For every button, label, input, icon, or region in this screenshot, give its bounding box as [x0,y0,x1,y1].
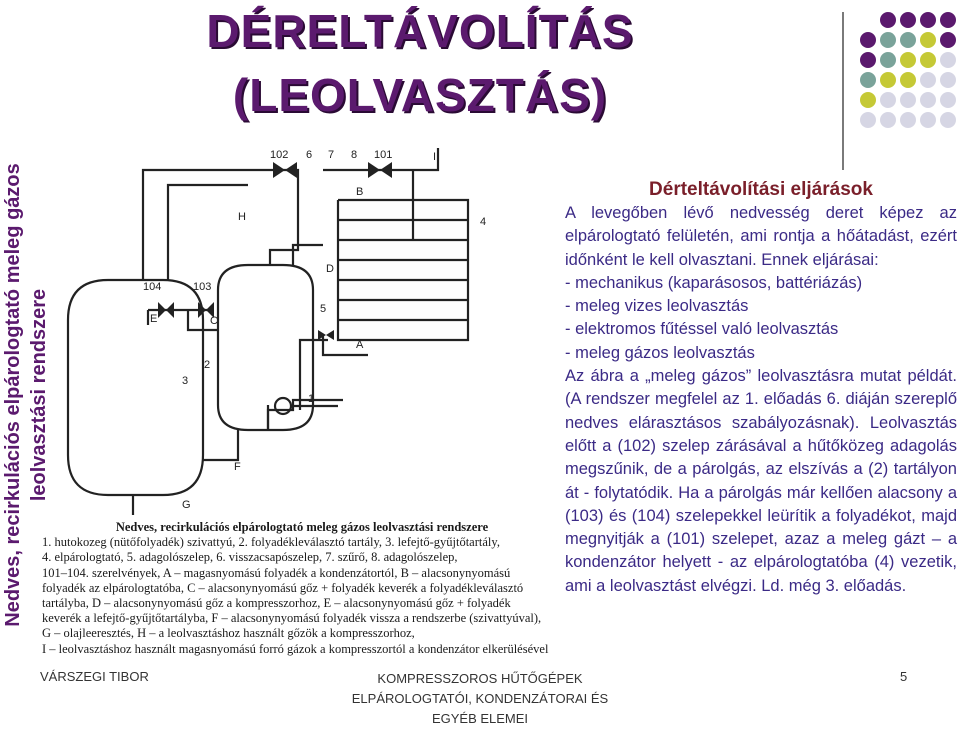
decor-dot [920,72,936,88]
label-A: A [356,339,364,351]
decor-dot [920,12,936,28]
decor-dot [860,32,876,48]
decor-dot [920,112,936,128]
decor-dot [880,12,896,28]
caption-line: 4. elpárologtató, 5. adagolószelep, 6. visszacsapószelep, 7. szűrő, 8. adagolószelep, [42,550,458,565]
decor-dot [880,52,896,68]
label-C: C [210,315,218,327]
footer-course-line3: EGYÉB ELEMEI [431,711,529,726]
method-item: - mechanikus (kaparásosos, battériázás) [565,273,863,292]
body-text-block [565,178,957,598]
label-5: 5 [320,303,327,315]
label-101: 101 [374,149,393,161]
valve-104 [158,302,174,318]
slide-title-line2: (LEOLVASZTÁS) [232,69,608,121]
caption-line: folyadék az elpárologtatóba, C – alacsonynyomású gőz + folyadék keverék a folyadékleválasztó [42,580,524,595]
decor-dot [860,52,876,68]
label-E: E [150,313,158,325]
label-8: 8 [351,149,358,161]
caption-line: 1. hutokozeg (nütőfolyadék) szivattyú, 2. folyadékleválasztó tartály, 3. lefejtő-gyűjtőtartály, [42,535,500,550]
slide-title-line1: DÉRELTÁVOLÍTÁS [206,5,634,57]
decor-dot [900,112,916,128]
label-4: 4 [480,216,487,228]
label-D: D [326,263,334,275]
diagram-caption [42,520,562,657]
intro-paragraph: A levegőben lévő nedvesség deret képez az elpárologtató felületén, ami rontja a hőátadást, ezért időnként le kell olvasztani. Ennek eljárásai: [565,204,957,269]
label-7: 7 [328,149,335,161]
caption-title: Nedves, recirkulációs elpárologtató meleg gázos leolvasztási rendszere [115,520,489,534]
explanation-paragraph: Az ábra a „meleg gázos” leolvasztásra mutat példát. (A rendszer megfelel az 1. előadás 6. diáján szereplő nedves elárasztásos szabályozásnak). Leolvasztás előtt a (102) szelep zárásával a hűtőközeg adagolás megszűnik, de a párolgás, az elszívás a (2) tartályon át - folytatódik. Ha a párolgás már kellően alacsony a (103) és (104) szelepekkel leürítik a folyadékot, majd megnyitják a (101) szelepet, azaz a meleg gázt – a kondenzátor helyett - az elpárologtatóba (4) vezetik, ami a leolvasztást elvégzi. Ld. még 3. előadás. [565,367,957,595]
decor-dot [940,52,956,68]
text-heading: Dérteltávolítási eljárások [649,179,873,200]
decor-dot [860,112,876,128]
caption-line: tartályba, D – alacsonynyomású gőz a kompresszorhoz, E – alacsonynyomású gőz + folyadék [42,596,511,611]
page-number: 5 [900,669,908,684]
method-item: - meleg gázos leolvasztás [565,343,755,362]
decor-dot [860,92,876,108]
method-item: - meleg vizes leolvasztás [565,297,749,316]
decor-dot [880,72,896,88]
label-6: 6 [306,149,313,161]
decor-dot [940,72,956,88]
footer-author: VÁRSZEGI TIBOR [40,669,149,684]
caption-line: keverék a lefejtő-gyűjtőtartályba, F – alacsonynyomású folyadék vissza a rendszerbe (szivattyúval), [42,611,542,626]
valve-102 [273,162,297,178]
decor-dot [920,32,936,48]
label-H: H [238,211,246,223]
caption-line: G – olajleeresztés, H – a leolvasztáshoz használt gőzök a kompresszorhoz, [42,626,415,641]
valve-101 [368,162,392,178]
caption-line: 101–104. szerelvények, A – magasnyomású folyadék a kondenzátortól, B – alacsonynyomású [42,565,511,580]
caption-line: I – leolvasztáshoz használt magasnyomású forró gázok a kompresszortól a kondenzátor elkerülésével [42,641,549,656]
label-103: 103 [193,281,212,293]
label-2: 2 [204,359,211,371]
decor-dot [900,32,916,48]
collector-tank-3 [68,280,203,495]
label-F: F [234,461,241,473]
decor-dot [900,72,916,88]
decorative-divider [842,12,844,170]
decor-dot [880,92,896,108]
label-B: B [356,186,364,198]
label-I: I [433,151,437,163]
label-3: 3 [182,375,189,387]
decor-dot [900,92,916,108]
label-102: 102 [270,149,289,161]
label-1: 1 [308,393,315,405]
decor-dot [940,112,956,128]
pump-1 [275,398,291,414]
sidebar-title-line1: Nedves, recirkulációs elpárologtató meleg gázos [2,163,24,627]
decorative-dot-grid [858,10,958,140]
sidebar-title-line2: leolvasztási rendszere [28,288,50,502]
decor-dot [940,32,956,48]
decor-dot [940,12,956,28]
method-item: - elektromos fűtéssel való leolvasztás [565,320,839,339]
decor-dot [880,32,896,48]
decor-dot [880,112,896,128]
decor-dot [920,92,936,108]
text-body [565,202,957,598]
label-104: 104 [143,281,162,293]
label-G: G [182,499,191,511]
decor-dot [860,72,876,88]
footer-course-line1: KOMPRESSZOROS HŰTŐGÉPEK [377,671,583,686]
decor-dot [920,52,936,68]
decor-dot [900,52,916,68]
decor-dot [900,12,916,28]
footer-course-title [300,669,660,729]
footer-course-line2: ELPÁROLOGTATÓI, KONDENZÁTORAI ÉS [351,691,609,706]
decor-dot [940,92,956,108]
valve-5 [318,330,334,340]
